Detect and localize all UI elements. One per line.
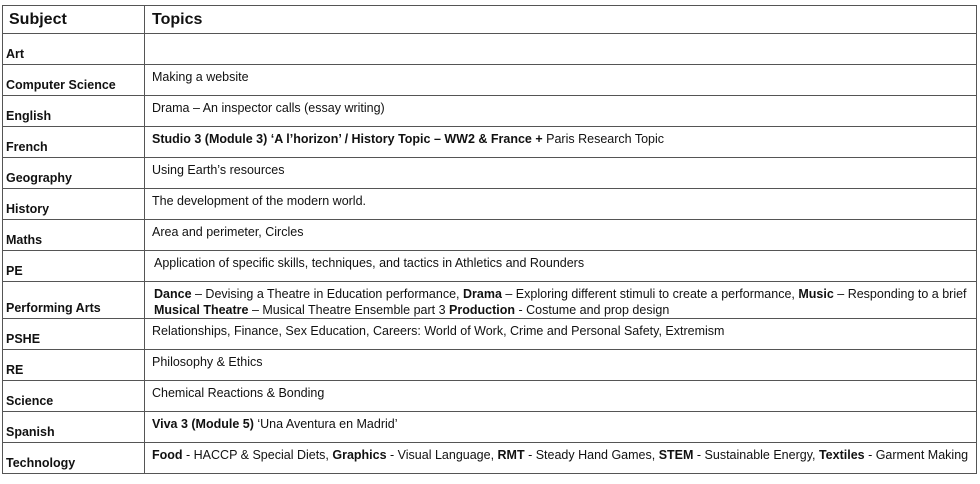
table-row xyxy=(3,350,977,381)
topics-cell xyxy=(145,96,977,127)
topics-cell xyxy=(145,282,977,319)
subject-cell: English xyxy=(3,96,145,127)
table-row xyxy=(3,251,977,282)
topic-text: Making a website xyxy=(152,70,249,84)
topic-bold-text: RMT xyxy=(497,448,525,462)
subject-cell: Performing Arts xyxy=(3,282,145,319)
subject-cell: Technology xyxy=(3,443,145,474)
topics-cell xyxy=(145,65,977,96)
topics-cell xyxy=(145,220,977,251)
topics-cell xyxy=(145,412,977,443)
topics-table xyxy=(2,5,977,474)
topics-cell xyxy=(145,127,977,158)
subject-cell: French xyxy=(3,127,145,158)
table-body xyxy=(3,34,977,474)
topics-cell xyxy=(145,381,977,412)
topic-text: Philosophy & Ethics xyxy=(152,355,263,369)
topics-cell xyxy=(145,251,977,282)
topic-text: Paris Research Topic xyxy=(546,132,665,146)
table-row xyxy=(3,282,977,319)
topic-bold-text: Studio 3 (Module 3) ‘A l’horizon’ / History Topic – WW2 & France + xyxy=(152,132,547,146)
subject-cell: Computer Science xyxy=(3,65,145,96)
topic-text: - Steady Hand Games, xyxy=(524,448,659,462)
topic-bold-text: Drama xyxy=(462,287,502,301)
subject-cell: History xyxy=(3,189,145,220)
topics-cell xyxy=(145,350,977,381)
subject-header: Subject xyxy=(3,6,145,34)
topic-text: – Exploring different stimuli to create a performance, xyxy=(501,287,799,301)
topic-bold-text: Viva 3 (Module 5) xyxy=(152,417,254,431)
topic-text: Application of specific skills, techniques, and tactics in Athletics and Rounders xyxy=(154,256,585,270)
topic-text: – Devising a Theatre in Education performance, xyxy=(191,287,463,301)
topic-bold-text: Food xyxy=(152,448,183,462)
table-row xyxy=(3,127,977,158)
topic-text: The development of the modern world. xyxy=(152,194,367,208)
topic-text: Area and perimeter, Circles xyxy=(152,225,304,239)
table-row xyxy=(3,443,977,474)
table-row xyxy=(3,319,977,350)
table-row xyxy=(3,189,977,220)
topic-bold-text: Music xyxy=(798,287,834,301)
table-row xyxy=(3,220,977,251)
header-row xyxy=(3,6,977,34)
table-row xyxy=(3,412,977,443)
table-row xyxy=(3,381,977,412)
subject-cell: Art xyxy=(3,34,145,65)
subject-cell: Spanish xyxy=(3,412,145,443)
topics-cell xyxy=(145,443,977,474)
table-row xyxy=(3,65,977,96)
topic-text: – Responding to a brief xyxy=(833,287,967,301)
topic-bold-text: Musical Theatre xyxy=(154,303,249,317)
topics-cell xyxy=(145,319,977,350)
subject-cell: Geography xyxy=(3,158,145,189)
subject-cell: Maths xyxy=(3,220,145,251)
subject-cell: PE xyxy=(3,251,145,282)
topics-header: Topics xyxy=(145,6,977,34)
table-row xyxy=(3,34,977,65)
topics-cell xyxy=(145,189,977,220)
topic-text: - Sustainable Energy, xyxy=(693,448,819,462)
topic-text: - HACCP & Special Diets, xyxy=(182,448,333,462)
topic-text: - Garment Making xyxy=(864,448,969,462)
topics-cell xyxy=(145,158,977,189)
topic-bold-text: STEM xyxy=(658,448,694,462)
topic-text: – Musical Theatre Ensemble part 3 xyxy=(248,303,450,317)
table-row xyxy=(3,96,977,127)
subject-cell: RE xyxy=(3,350,145,381)
topic-bold-text: Production xyxy=(449,303,516,317)
subject-cell: Science xyxy=(3,381,145,412)
table-row xyxy=(3,158,977,189)
topic-bold-text: Textiles xyxy=(818,448,865,462)
topic-bold-text: Graphics xyxy=(332,448,387,462)
topic-text: Drama – An inspector calls (essay writing) xyxy=(152,101,385,115)
topic-text: - Visual Language, xyxy=(386,448,498,462)
subject-cell: PSHE xyxy=(3,319,145,350)
topic-text: Relationships, Finance, Sex Education, Careers: World of Work, Crime and Personal Safety, Extremism xyxy=(152,324,725,338)
topic-text: Chemical Reactions & Bonding xyxy=(152,386,325,400)
topic-bold-text: Dance xyxy=(154,287,192,301)
topic-text: ‘Una Aventura en Madrid’ xyxy=(253,417,398,431)
topic-text: Using Earth’s resources xyxy=(152,163,285,177)
topic-text: - Costume and prop design xyxy=(515,303,670,317)
topics-cell xyxy=(145,34,977,65)
